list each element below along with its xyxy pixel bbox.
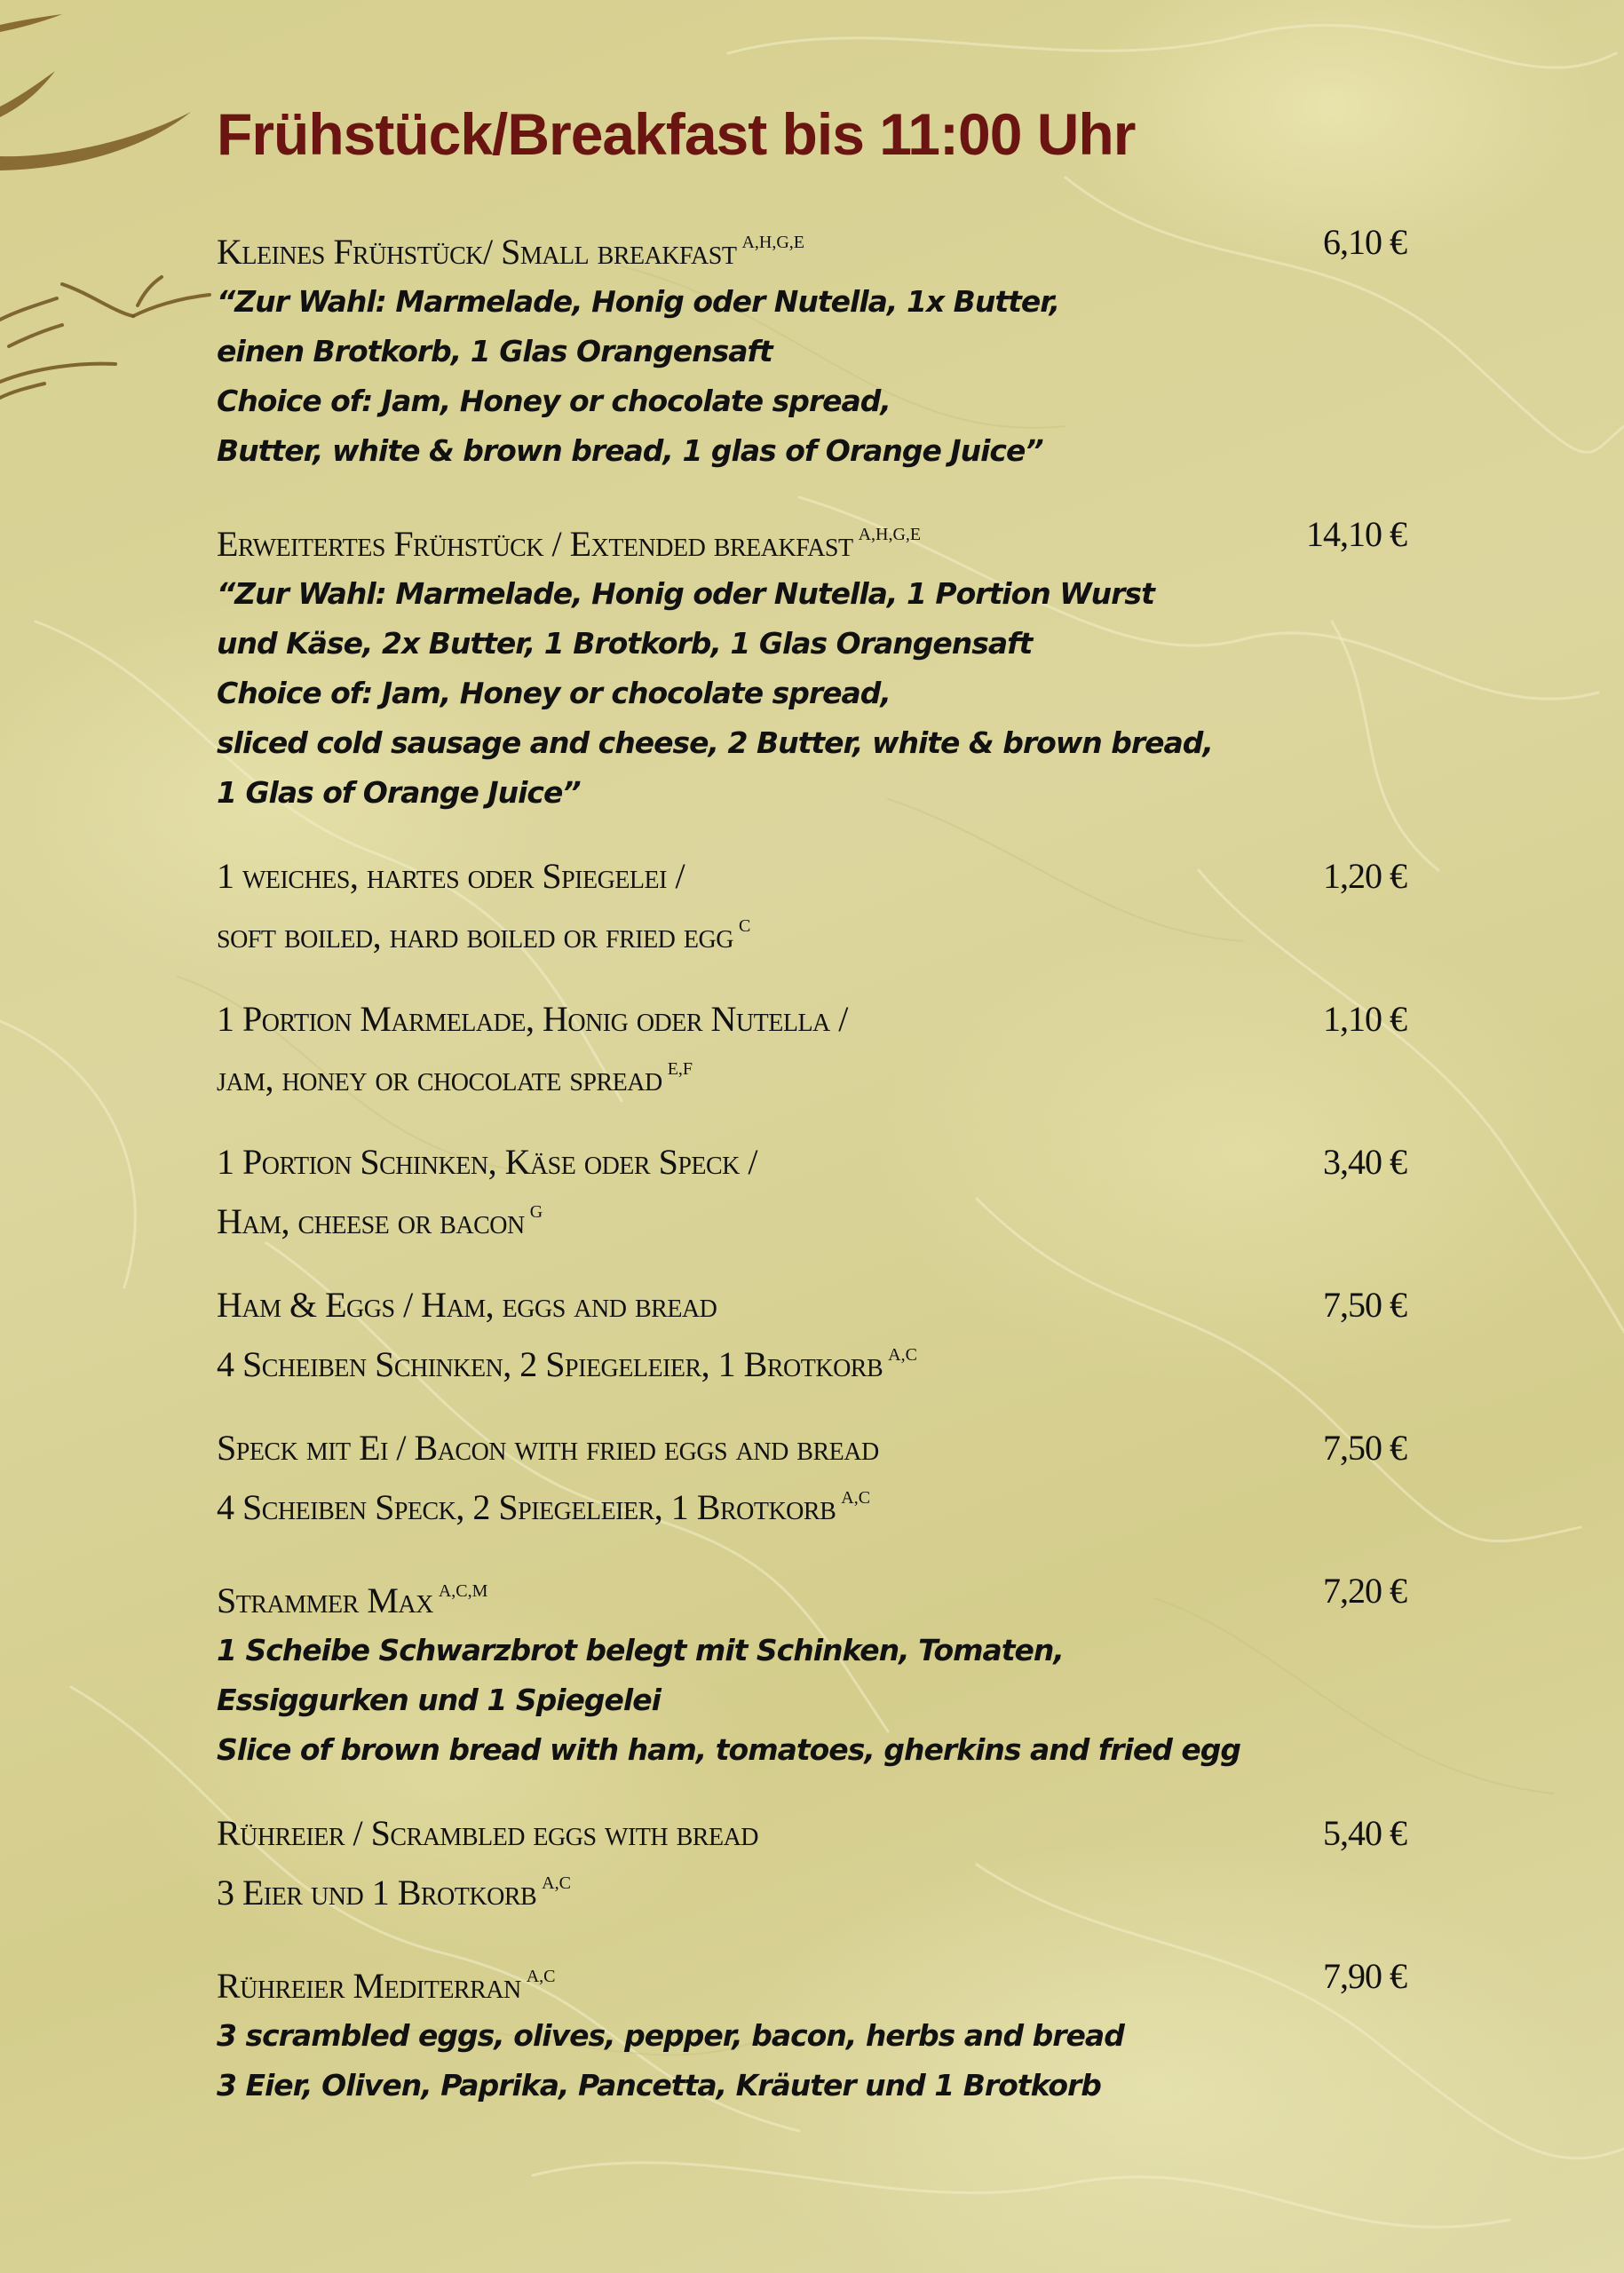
allergen-codes: G: [529, 1202, 543, 1222]
menu-item-description: “Zur Wahl: Marmelade, Honig oder Nutella, 1x Butter,: [217, 284, 1060, 319]
menu-item-description: einen Brotkorb, 1 Glas Orangensaft: [217, 334, 772, 368]
menu-item-description: Essiggurken und 1 Spiegelei: [217, 1683, 661, 1717]
allergen-codes: A,H,G,E: [741, 233, 804, 252]
menu-item-title: [217, 1423, 1406, 1473]
menu-item-description: und Käse, 2x Butter, 1 Brotkorb, 1 Glas Orangensaft: [217, 626, 1033, 661]
brush-stroke-decoration: [0, 0, 213, 426]
menu-item-price: 1,20 €: [1323, 856, 1406, 896]
menu-item-title-text: 1 Portion Marmelade, Honig oder Nutella /: [217, 999, 848, 1039]
allergen-codes: A,C: [526, 1967, 556, 1986]
menu-item-price: 14,10 €: [1306, 514, 1406, 554]
menu-item-title: [217, 510, 1406, 569]
menu-item-title: [217, 1187, 1406, 1247]
menu-item-price: 7,50 €: [1323, 1285, 1406, 1325]
menu-item-title-text: Rühreier / Scrambled eggs with bread: [217, 1813, 759, 1853]
menu-item-title-text: Kleines Frühstück/ Small breakfast: [217, 232, 737, 272]
menu-item: [217, 218, 1406, 476]
menu-item-title-text: Ham & Eggs / Ham, eggs and bread: [217, 1285, 717, 1325]
menu-item: [217, 1952, 1406, 2111]
menu-item-title: [217, 901, 1406, 961]
menu-item-description: 3 Eier, Oliven, Paprika, Pancetta, Kräuter und 1 Brotkorb: [217, 2068, 1101, 2103]
allergen-codes: A,C: [542, 1873, 571, 1893]
menu-item-price: 3,40 €: [1323, 1142, 1406, 1182]
allergen-codes: A,C: [888, 1345, 917, 1365]
allergen-codes: C: [738, 916, 751, 936]
menu-item-title: [217, 1809, 1406, 1858]
menu-item-price: 7,50 €: [1323, 1428, 1406, 1468]
menu-item-title-text: Strammer Max: [217, 1580, 433, 1620]
menu-item-description: Butter, white & brown bread, 1 glas of Orange Juice”: [217, 433, 1043, 468]
menu-item-description: sliced cold sausage and cheese, 2 Butter, white & brown bread,: [217, 725, 1213, 760]
menu-item-description: Choice of: Jam, Honey or chocolate spread,: [217, 676, 891, 710]
menu-item-description: 1 Scheibe Schwarzbrot belegt mit Schinken, Tomaten,: [217, 1633, 1064, 1667]
allergen-codes: A,C: [841, 1488, 871, 1508]
menu-item-title: [217, 1137, 1406, 1187]
menu-item: [217, 994, 1406, 1104]
menu-item: [217, 1566, 1406, 1775]
menu-item: [217, 1809, 1406, 1918]
menu-item-title-text: jam, honey or chocolate spread: [217, 1058, 662, 1098]
menu-item-price: 1,10 €: [1323, 999, 1406, 1039]
menu-item-title-text: 1 Portion Schinken, Käse oder Speck /: [217, 1142, 757, 1182]
allergen-codes: A,C,M: [438, 1581, 488, 1601]
menu-item-title: [217, 994, 1406, 1044]
menu-item-title-text: Erweitertes Frühstück / Extended breakfast: [217, 524, 853, 564]
allergen-codes: E,F: [667, 1059, 693, 1079]
menu-item-title-text: 4 Scheiben Schinken, 2 Spiegeleier, 1 Brotkorb: [217, 1344, 883, 1384]
page-title: Frühstück/Breakfast bis 11:00 Uhr: [217, 101, 1136, 167]
menu-item-price: 7,90 €: [1323, 1956, 1406, 1996]
menu-item-price: 7,20 €: [1323, 1571, 1406, 1611]
allergen-codes: A,H,G,E: [858, 525, 922, 544]
menu-item-description: 1 Glas of Orange Juice”: [217, 775, 581, 810]
menu-list: [217, 218, 1406, 2144]
menu-item-title: [217, 218, 1406, 277]
menu-item-description: 3 scrambled eggs, olives, pepper, bacon, herbs and bread: [217, 2018, 1124, 2053]
menu-item: [217, 1280, 1406, 1390]
menu-item: [217, 1137, 1406, 1247]
menu-item-title: [217, 1044, 1406, 1104]
menu-item-description: Choice of: Jam, Honey or chocolate spread,: [217, 384, 891, 418]
menu-item-title-text: 3 Eier und 1 Brotkorb: [217, 1873, 537, 1913]
menu-item-price: 6,10 €: [1323, 222, 1406, 262]
menu-item-title: [217, 851, 1406, 901]
menu-item-title: [217, 1858, 1406, 1918]
menu-item-description: Slice of brown bread with ham, tomatoes, gherkins and fried egg: [217, 1732, 1240, 1767]
menu-item-title: [217, 1280, 1406, 1330]
menu-item-title: [217, 1952, 1406, 2011]
menu-item-title: [217, 1566, 1406, 1626]
menu-item-title-text: 1 weiches, hartes oder Spiegelei /: [217, 856, 685, 896]
menu-item-title-text: Rühreier Mediterran: [217, 1966, 521, 2006]
menu-item: [217, 1423, 1406, 1532]
menu-item: [217, 510, 1406, 818]
menu-item-title-text: Speck mit Ei / Bacon with fried eggs and bread: [217, 1428, 879, 1468]
menu-item-title: [217, 1330, 1406, 1390]
menu-item-title-text: Ham, cheese or bacon: [217, 1201, 525, 1241]
menu-item: [217, 851, 1406, 961]
menu-item-description: “Zur Wahl: Marmelade, Honig oder Nutella, 1 Portion Wurst: [217, 576, 1154, 611]
menu-item-title-text: 4 Scheiben Speck, 2 Spiegeleier, 1 Brotkorb: [217, 1487, 836, 1527]
menu-item-title-text: soft boiled, hard boiled or fried egg: [217, 915, 733, 955]
menu-item-price: 5,40 €: [1323, 1813, 1406, 1853]
menu-item-title: [217, 1473, 1406, 1532]
